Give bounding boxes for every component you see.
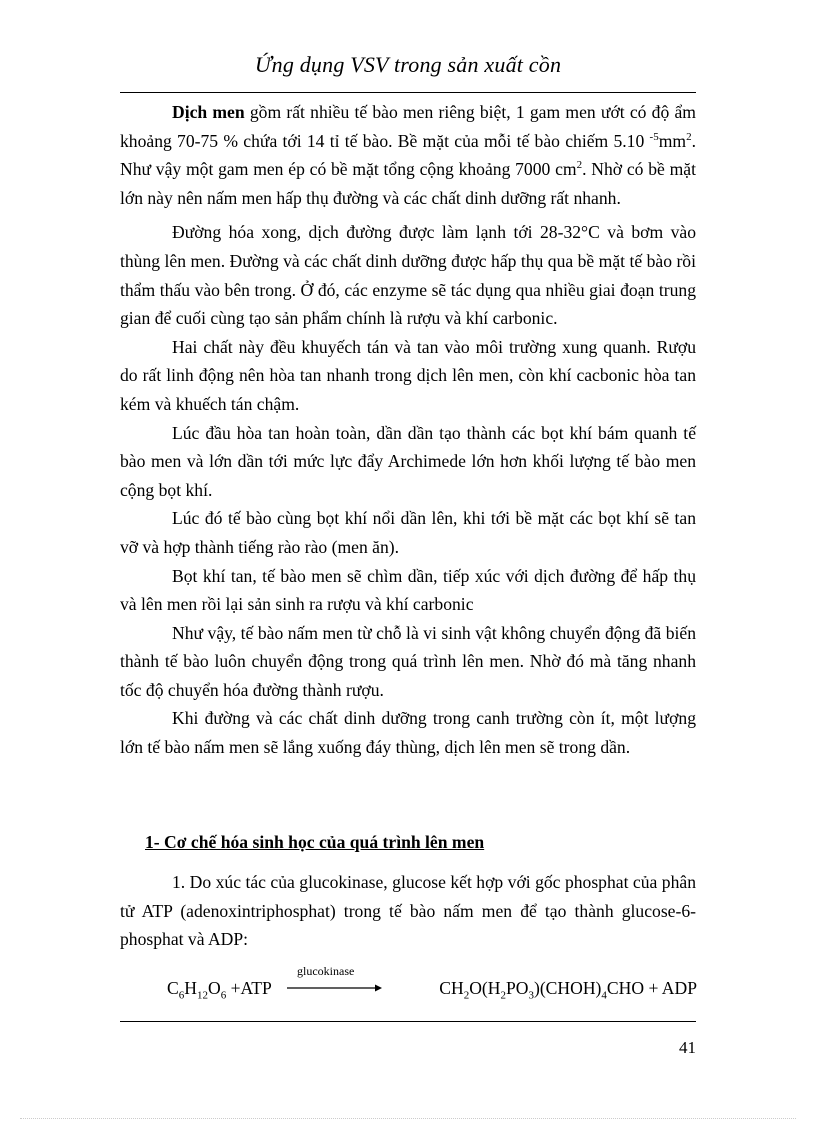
chemical-equation [167, 964, 697, 1008]
eq-r2-sub: 2 [500, 989, 506, 1002]
eq-r3: PO [505, 978, 529, 998]
footer-rule [120, 1021, 696, 1022]
equation-reactants [167, 978, 272, 1002]
eq-plus-atp: +ATP [226, 978, 272, 998]
paragraph-6: Bọt khí tan, tế bào men sẽ chìm dần, tiếp xúc với dịch đường để hấp thụ và lên men rồi lại sản sinh ra rượu và khí carbonic [120, 565, 696, 615]
eq-h-sub: 12 [196, 989, 208, 1002]
page-number: 41 [679, 1038, 696, 1057]
paragraph-2: Đường hóa xong, dịch đường được làm lạnh tới 28-32°C và bơm vào thùng lên men. Đường và các chất dinh dưỡng được hấp thụ qua bề mặt tế bào rồi thẩm thấu vào bên trong. Ở đó, các enzyme sẽ tác dụng qua nhiều giai đoạn trung gian để cuối cùng tạo sản phẩm chính là rượu và khí carbonic. [120, 222, 696, 329]
eq-r1: CH [439, 978, 464, 998]
eq-c: C [167, 978, 179, 998]
eq-r4-sub: 4 [601, 989, 607, 1002]
paragraph-3: Hai chất này đều khuyếch tán và tan vào môi trường xung quanh. Rượu do rất linh động nên hòa tan nhanh trong dịch lên men, còn khí cacbonic hòa tan kém và khuếch tán chậm. [120, 336, 696, 414]
eq-r1-sub: 2 [463, 989, 470, 1002]
eq-r2: O(H [469, 978, 501, 998]
body-text [120, 98, 696, 762]
eq-o-sub: 6 [220, 989, 227, 1002]
paragraph-5: Lúc đó tế bào cùng bọt khí nổi dần lên, khi tới bề mặt các bọt khí sẽ tan vỡ và hợp thành tiếng rào rào (men ăn). [120, 508, 696, 557]
bold-term: Dịch men [172, 102, 245, 122]
eq-r3-sub: 3 [528, 989, 534, 1002]
p1-text-c: . Như vậy một gam men ép có bề mặt tổng cộng khoảng 7000 cm [120, 130, 696, 180]
equation-products [439, 978, 697, 1002]
p1-sup-1: -5 [649, 130, 659, 143]
eq-r5: CHO + ADP [606, 978, 697, 998]
section-heading: 1- Cơ chế hóa sinh học của quá trình lên men [145, 832, 485, 852]
page-edge-dotted-line [20, 1118, 796, 1119]
p1-text-d: . Nhờ có bề mặt lớn này nên nấm men hấp thụ đường và các chất dinh dưỡng rất nhanh. [120, 159, 696, 208]
paragraph-1 [120, 98, 696, 212]
eq-r4: )(CHOH) [533, 978, 602, 998]
enzyme-label: glucokinase [297, 964, 355, 978]
arrow-right-icon [287, 982, 383, 994]
p1-text-a: gồm rất nhiều tế bào men riêng biệt, 1 gam men ướt có độ ẩm khoảng 70-75 % chứa tới 14 tỉ tế bào. Bề mặt của mỗi tế bào chiếm 5.10 [120, 102, 696, 151]
p1-sup-3: 2 [576, 159, 583, 172]
header-title: Ứng dụng VSV trong sản xuất cồn [254, 52, 562, 77]
eq-o: O [207, 978, 221, 998]
p1-text-b: mm [658, 130, 687, 151]
paragraph-7: Như vậy, tế bào nấm men từ chỗ là vi sinh vật không chuyển động đã biến thành tế bào luôn chuyển động trong quá trình lên men. Nhờ đó mà tăng nhanh tốc độ chuyển hóa đường thành rượu. [120, 622, 696, 700]
step-1-text: 1. Do xúc tác của glucokinase, glucose kết hợp với gốc phosphat của phân tử ATP (adenoxintriphosphat) trong tế bào nấm men để tạo thành glucose-6-phosphat và ADP: [120, 872, 696, 950]
p1-sup-2: 2 [686, 130, 692, 143]
eq-h: H [184, 978, 197, 998]
step-1 [120, 868, 696, 954]
reaction-arrow [287, 966, 383, 996]
paragraph-8: Khi đường và các chất dinh dưỡng trong canh trường còn ít, một lượng lớn tế bào nấm men sẽ lắng xuống đáy thùng, dịch lên men sẽ trong dần. [120, 708, 696, 758]
eq-c-sub: 6 [178, 989, 185, 1002]
header-rule [120, 92, 696, 93]
paragraph-4: Lúc đầu hòa tan hoàn toàn, dần dần tạo thành các bọt khí bám quanh tế bào men và lớn dần tới mức lực đẩy Archimede lớn hơn khối lượng tế bào men cộng bọt khí. [120, 422, 696, 500]
